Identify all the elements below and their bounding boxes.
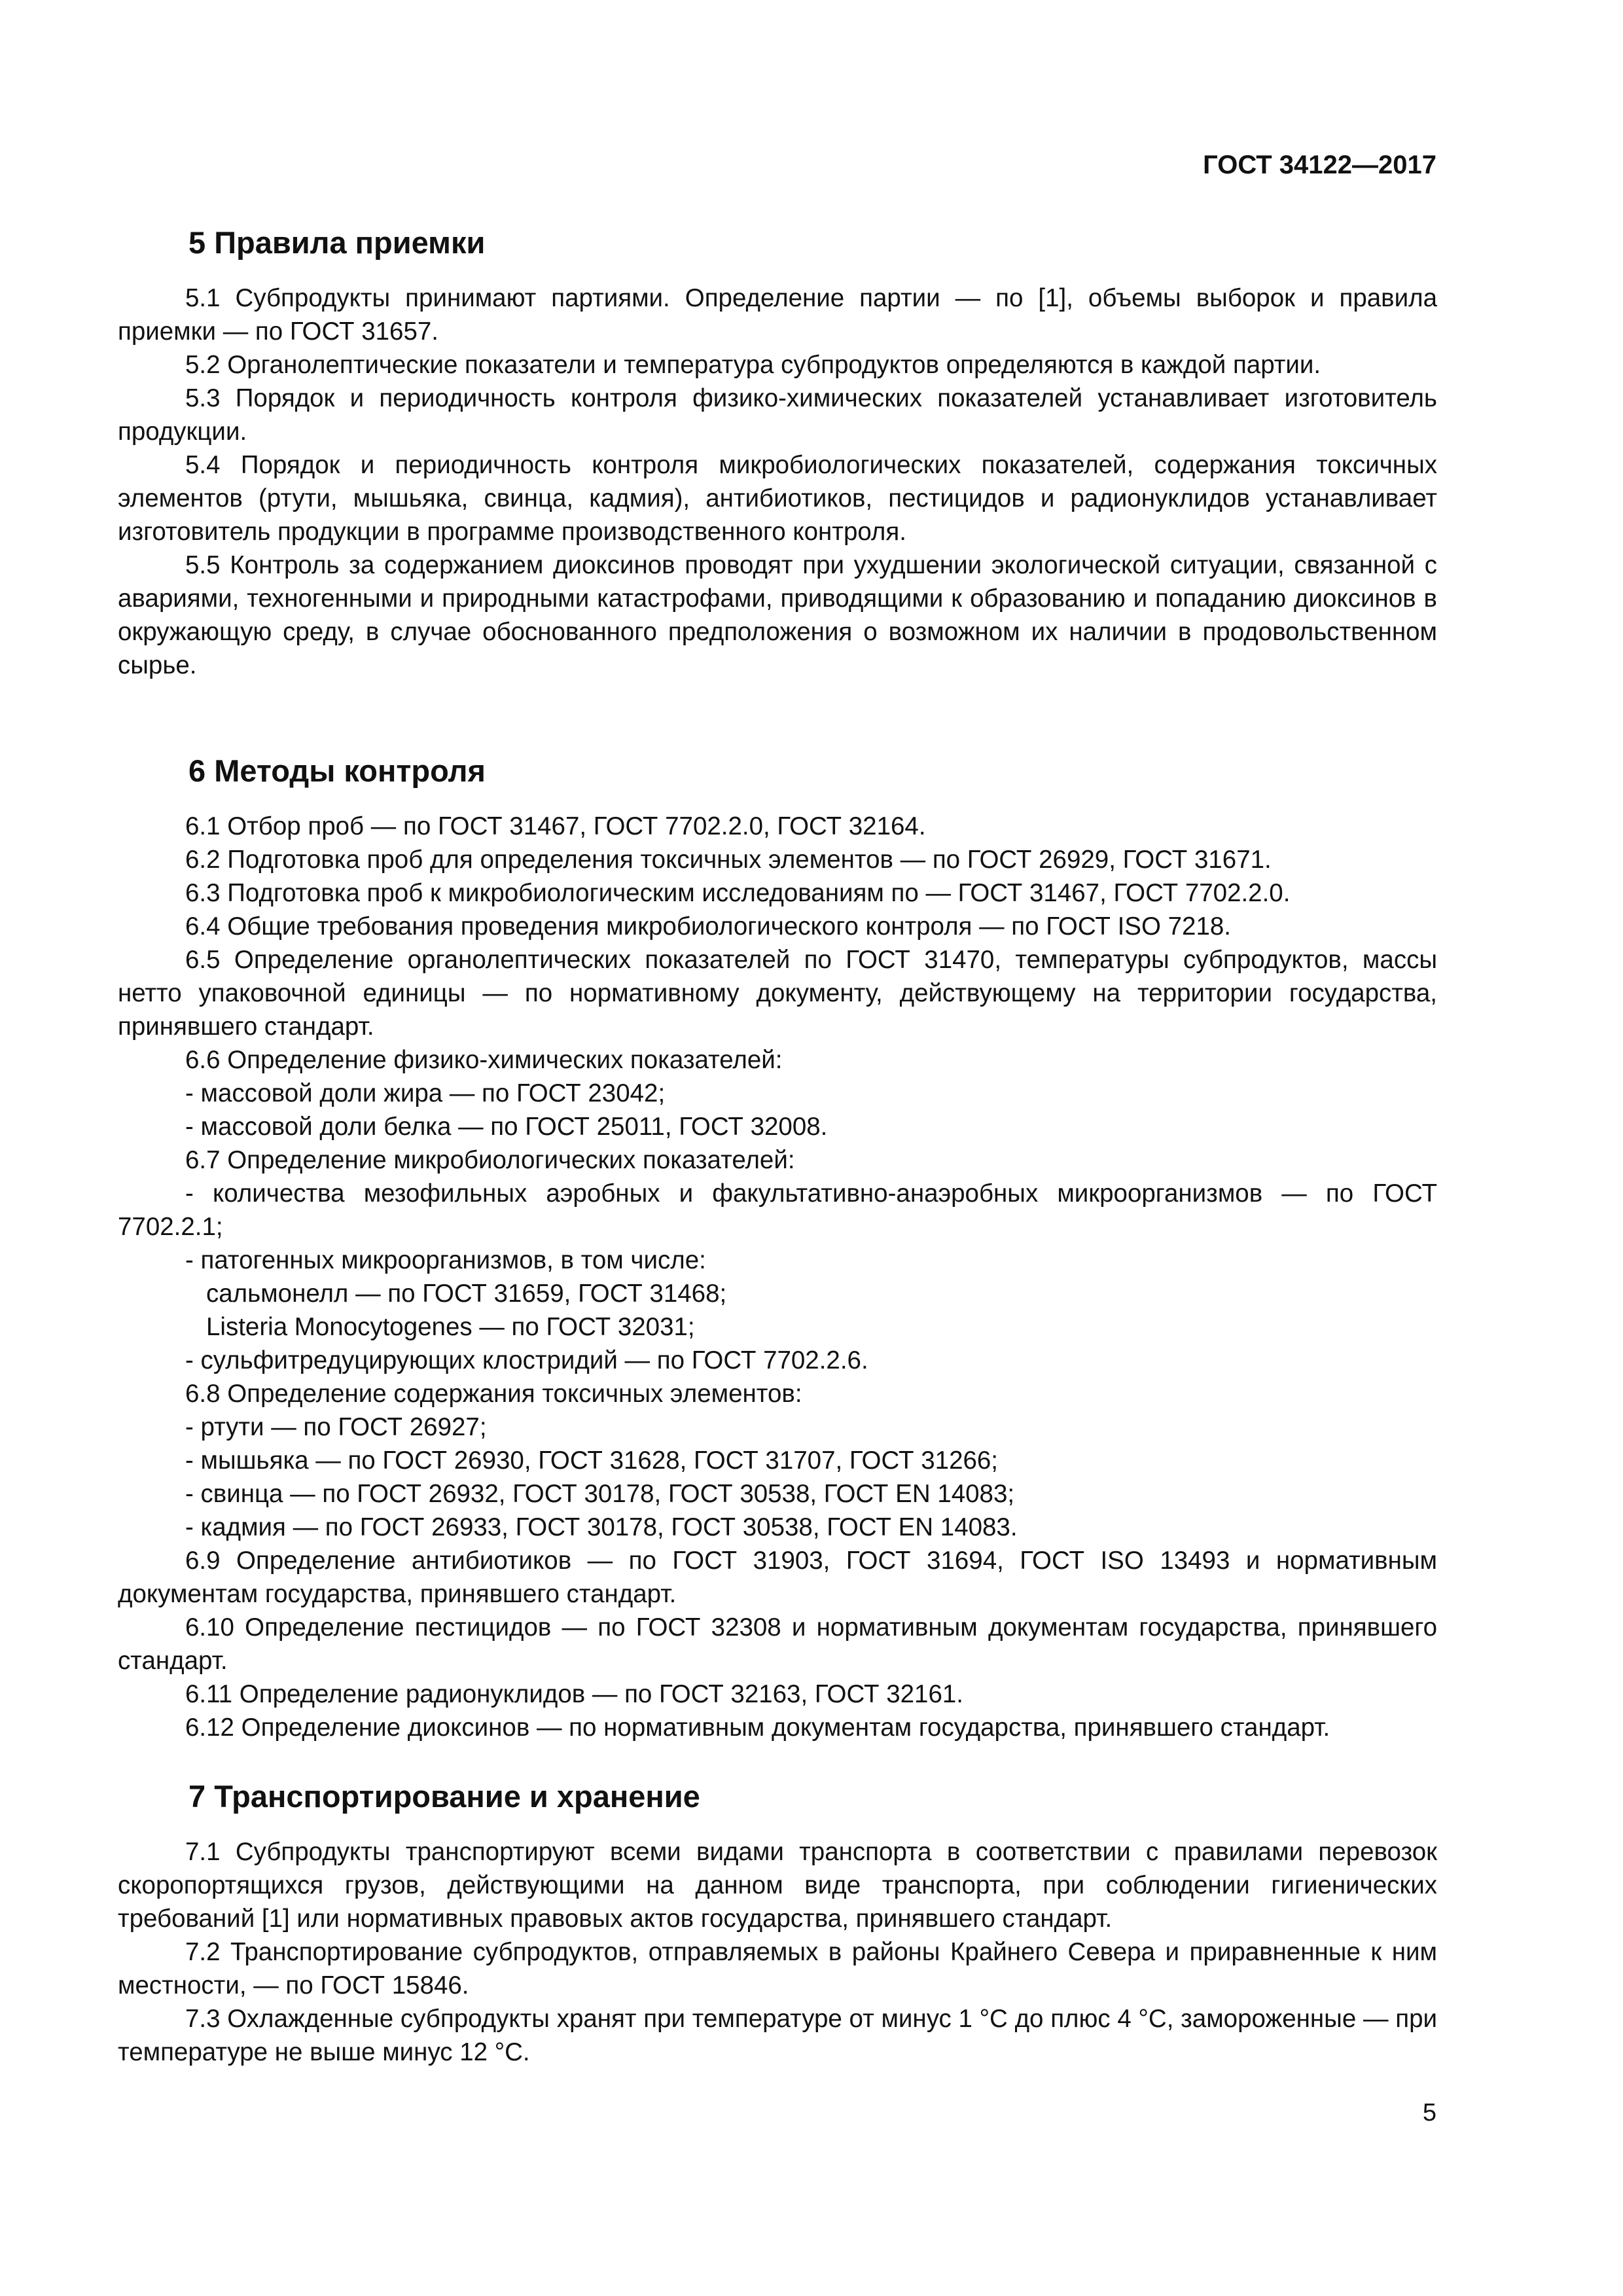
list-subitem: Listeria Monocytogenes — по ГОСТ 32031; [206, 1313, 695, 1341]
paragraph-6-9: 6.9 Определение антибиотиков — по ГОСТ 31903, ГОСТ 31694, ГОСТ ISO 13493 и нормативным документам государства, принявшего стандарт. [118, 1547, 1437, 1608]
list-item: - патогенных микроорганизмов, в том числе: [185, 1246, 706, 1274]
paragraph-6-10: 6.10 Определение пестицидов — по ГОСТ 32308 и нормативным документам государства, принявшего стандарт. [118, 1613, 1437, 1675]
section-acceptance-rules [118, 221, 1437, 682]
paragraph-6-3: 6.3 Подготовка проб к микробиологическим исследованиям по — ГОСТ 31467, ГОСТ 7702.2.0. [185, 879, 1291, 907]
section-heading: 5 Правила приемки [188, 225, 486, 260]
page-number: 5 [1422, 2099, 1436, 2126]
list-item: - кадмия — по ГОСТ 26933, ГОСТ 30178, ГОСТ 30538, ГОСТ EN 14083. [185, 1513, 1018, 1541]
paragraph-5-3: 5.3 Порядок и периодичность контроля физико-химических показателей устанавливает изготовитель продукции. [118, 384, 1437, 446]
section-heading: 7 Транспортирование и хранение [188, 1779, 700, 1814]
paragraph-5-4: 5.4 Порядок и периодичность контроля микробиологических показателей, содержания токсичных элементов (ртути, мышьяка, свинца, кадмия), антибиотиков, пестицидов и радионуклидов устанавливает изготовитель продукции в программе производственного контроля. [118, 451, 1437, 546]
paragraph-5-5: 5.5 Контроль за содержанием диоксинов проводят при ухудшении экологической ситуации, связанной с авариями, техногенными и природными катастрофами, приводящими к образованию и попаданию диоксинов в окружающую среду, в случае обоснованного предположения о возможном их наличии в продовольственном сырье. [118, 551, 1437, 679]
paragraph-6-12: 6.12 Определение диоксинов — по нормативным документам государства, принявшего стандарт. [185, 1713, 1330, 1742]
section-control-methods [118, 749, 1437, 1744]
list-item: - массовой доли жира — по ГОСТ 23042; [185, 1079, 666, 1107]
paragraph-7-3: 7.3 Охлажденные субпродукты хранят при температуре от минус 1 °С до плюс 4 °С, замороженные — при температуре не выше минус 12 °С. [118, 2005, 1437, 2066]
paragraph-6-8: 6.8 Определение содержания токсичных элементов: [185, 1380, 802, 1408]
paragraph-6-6: 6.6 Определение физико-химических показателей: [185, 1046, 783, 1074]
paragraph-6-7: 6.7 Определение микробиологических показателей: [185, 1146, 795, 1174]
list-item: - мышьяка — по ГОСТ 26930, ГОСТ 31628, ГОСТ 31707, ГОСТ 31266; [185, 1446, 999, 1475]
list-item: - свинца — по ГОСТ 26932, ГОСТ 30178, ГОСТ 30538, ГОСТ EN 14083; [185, 1480, 1015, 1508]
document-code: ГОСТ 34122—2017 [1203, 151, 1436, 179]
paragraph-6-5: 6.5 Определение органолептических показателей по ГОСТ 31470, температуры субпродуктов, массы нетто упаковочной единицы — по нормативному документу, действующему на территории государства, принявшего стандарт. [118, 946, 1437, 1041]
paragraph-5-2: 5.2 Органолептические показатели и температура субпродуктов определяются в каждой партии. [185, 351, 1321, 379]
list-item: - массовой доли белка — по ГОСТ 25011, ГОСТ 32008. [185, 1113, 828, 1141]
section-heading: 6 Методы контроля [188, 753, 486, 788]
paragraph-6-4: 6.4 Общие требования проведения микробиологического контроля — по ГОСТ ISO 7218. [185, 912, 1231, 941]
paragraph-6-2: 6.2 Подготовка проб для определения токсичных элементов — по ГОСТ 26929, ГОСТ 31671. [185, 846, 1272, 874]
list-item: - ртути — по ГОСТ 26927; [185, 1413, 487, 1441]
paragraph-7-2: 7.2 Транспортирование субпродуктов, отправляемых в районы Крайнего Севера и приравненные к ним местности, — по ГОСТ 15846. [118, 1938, 1437, 2000]
list-subitem: сальмонелл — по ГОСТ 31659, ГОСТ 31468; [206, 1280, 727, 1308]
paragraph-6-11: 6.11 Определение радионуклидов — по ГОСТ 32163, ГОСТ 32161. [185, 1680, 963, 1708]
paragraph-6-1: 6.1 Отбор проб — по ГОСТ 31467, ГОСТ 7702.2.0, ГОСТ 32164. [185, 812, 926, 840]
list-item: - количества мезофильных аэробных и факультативно-анаэробных микроорганизмов — по ГОСТ 7702.2.1; [118, 1179, 1437, 1241]
list-item: - сульфитредуцирующих клостридий — по ГОСТ 7702.2.6. [185, 1346, 868, 1374]
paragraph-7-1: 7.1 Субпродукты транспортируют всеми видами транспорта в соответствии с правилами перевозок скоропортящихся грузов, действующими на данном виде транспорта, при соблюдении гигиенических требований [1] или нормативных правовых актов государства, принявшего стандарт. [118, 1838, 1437, 1933]
paragraph-5-1: 5.1 Субпродукты принимают партиями. Определение партии — по [1], объемы выборок и правила приемки — по ГОСТ 31657. [118, 284, 1437, 346]
section-transport-storage [118, 1775, 1437, 2069]
